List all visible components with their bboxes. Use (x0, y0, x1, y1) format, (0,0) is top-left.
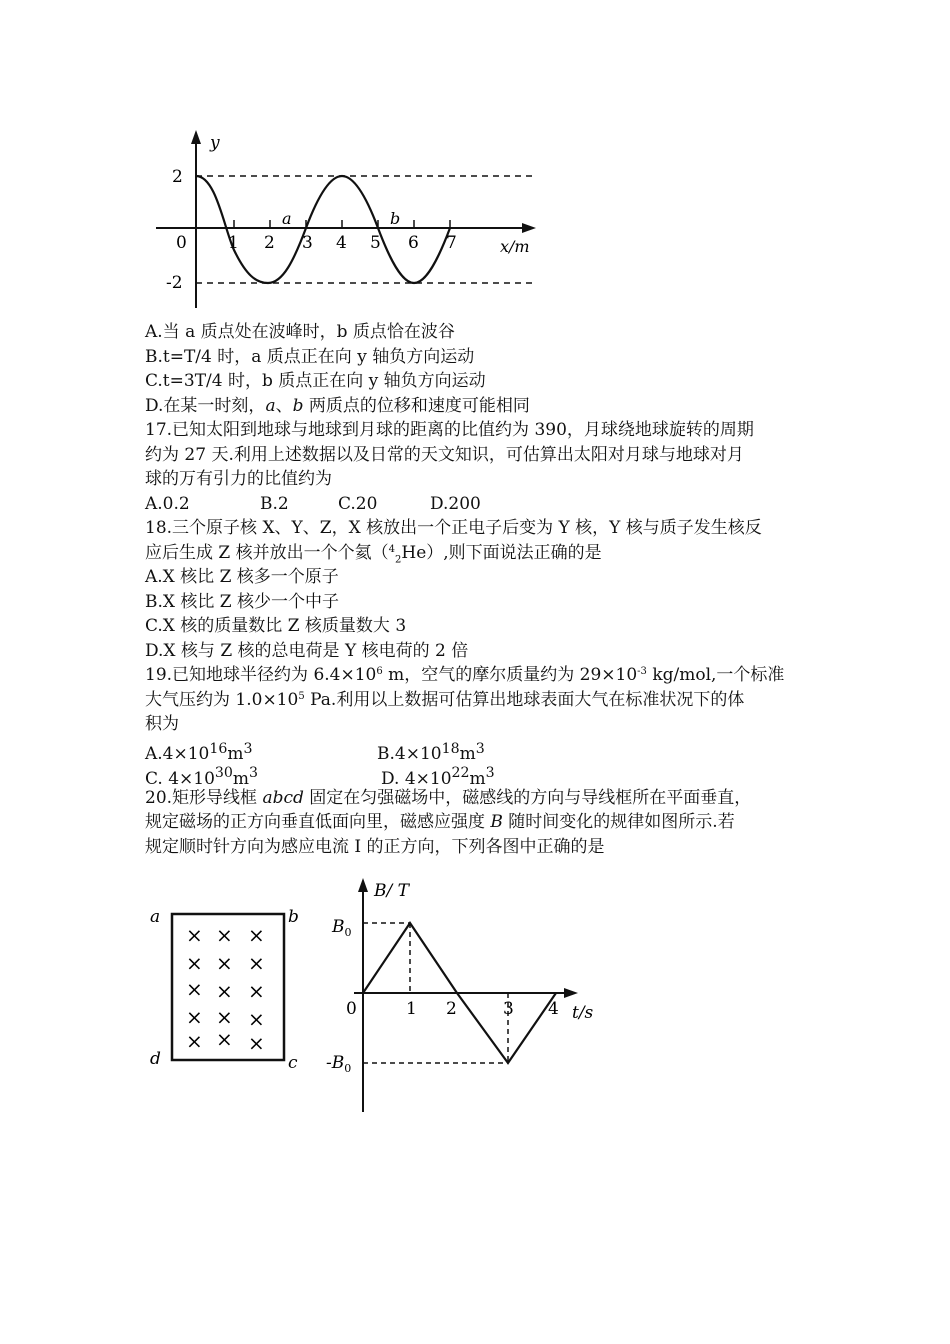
q20-l1-abcd: abcd (262, 787, 304, 808)
bt-neg-b0-sub: 0 (344, 1062, 352, 1075)
frame-corner-c: c (288, 1053, 298, 1073)
q20-l2-b: B (490, 812, 503, 832)
q20-l1-suffix: 固定在匀强磁场中，磁感线的方向与导线框所在平面垂直， (303, 787, 752, 808)
q19-a-unit: m (227, 744, 244, 765)
field-cross: × (216, 951, 233, 975)
frame-corner-b: b (288, 907, 299, 927)
q19-l1-e1: 6 (376, 666, 383, 677)
q17-line3: 球的万有引力的比值约为 (145, 469, 332, 489)
frame-corner-a: a (150, 907, 161, 927)
bt-x-tick-4: 4 (548, 999, 559, 1019)
q16-d-b: b (292, 395, 304, 416)
q19-d-unit-exp: 3 (485, 765, 495, 781)
bt-y-arrow (358, 878, 368, 892)
bt-b0-sub: 0 (344, 926, 352, 939)
bt-b0-letter: B (332, 917, 345, 937)
field-cross: × (216, 1005, 233, 1029)
bt-x-tick-1: 1 (406, 999, 417, 1019)
wave-x-tick-6: 6 (408, 233, 419, 253)
field-cross: × (186, 1005, 203, 1029)
bt-x-tick-3: 3 (503, 999, 514, 1019)
q19-b-unit: m (459, 744, 476, 765)
q19-c-base: C. 4×10 (145, 768, 215, 789)
q18-line1: 18.三个原子核 X、Y、Z，X 核放出一个正电子后变为 Y 核，Y 核与质子发生核反 (145, 518, 762, 538)
wave-y-arrow (191, 130, 201, 144)
q18-line2-suffix: He）,则下面说法正确的是 (401, 542, 602, 563)
q16-option-b: B.t=T/4 时，a 质点正在向 y 轴负方向运动 (145, 346, 475, 367)
question-text (145, 320, 810, 859)
q19-c-unit-exp: 3 (249, 765, 259, 781)
field-cross: × (248, 1007, 265, 1031)
field-cross: × (216, 1027, 233, 1051)
wave-figure (148, 120, 548, 320)
field-cross: × (248, 951, 265, 975)
field-crosses (186, 923, 265, 1055)
q19-option-c (145, 761, 381, 789)
q19-d-unit: m (469, 768, 486, 789)
bt-x-tick-2: 2 (446, 999, 457, 1019)
field-cross: × (186, 923, 203, 947)
wave-x-label: x/m (500, 237, 530, 256)
q16-d-a: a (265, 395, 276, 416)
q19-b-exp: 18 (441, 740, 460, 757)
q17-option-b: B.2 (260, 493, 289, 514)
q18-line2-prefix: 应后生成 Z 核并放出一个个氦（ (145, 542, 389, 563)
q19-a-unit-exp: 3 (243, 740, 253, 757)
q19-b-unit-exp: 3 (475, 740, 485, 757)
q19-line1 (145, 663, 810, 688)
q18-mass-number: 4 (388, 543, 395, 555)
wave-y-tick-2: 2 (172, 167, 183, 187)
q18-option-b: B.X 核比 Z 核少一个中子 (145, 591, 340, 612)
wave-point-b: b (390, 209, 401, 228)
bt-b0-label (331, 917, 352, 939)
field-cross: × (186, 977, 203, 1001)
wave-x-tick-7: 7 (446, 233, 457, 253)
q18-option-d: D.X 核与 Z 核的总电荷是 Y 核电荷的 2 倍 (145, 640, 469, 661)
wave-x-ticks (234, 220, 450, 228)
q17-option-c: C.20 (338, 493, 378, 514)
wave-x-arrow (522, 223, 536, 233)
q17-line2: 约为 27 天.利用上述数据以及日常的天文知识，可估算出太阳对月球与地球对月 (145, 444, 744, 465)
bt-y-label: B/ T (374, 881, 409, 901)
q17-options (145, 492, 810, 517)
q18-charge-number: 2 (395, 553, 402, 565)
q17-line1: 17.已知太阳到地球与地球到月球的距离的比值约为 390，月球绕地球旋转的周期 (145, 420, 754, 440)
q19-l2-p2: Pa.利用以上数据可估算出地球表面大气在标准状况下的体 (304, 689, 745, 710)
field-cross: × (216, 923, 233, 947)
q19-option-b (377, 737, 485, 765)
q19-l1-p3: kg/mol,一个标准 (646, 665, 785, 685)
q19-d-base: D. 4×10 (381, 768, 452, 789)
field-cross: × (186, 951, 203, 975)
frame-corner-d: d (150, 1049, 161, 1069)
wave-y-label: y (210, 133, 220, 153)
q16-option-a: A.当 a 质点处在波峰时，b 质点恰在波谷 (145, 322, 455, 342)
q19-options-cd (145, 761, 810, 789)
q19-l1-p1: 19.已知地球半径约为 6.4×10 (145, 665, 377, 685)
q19-a-exp: 16 (209, 740, 228, 757)
q16-d-sep: 、 (275, 395, 293, 416)
wave-x-tick-5: 5 (370, 233, 381, 253)
wave-origin-label: 0 (176, 233, 187, 253)
bt-x-arrow (564, 988, 578, 998)
q20-l2-suffix: 随时间变化的规律如图所示.若 (502, 812, 735, 832)
q19-l1-p2: m，空气的摩尔质量约为 29×10 (382, 665, 638, 685)
q18-line2 (145, 541, 810, 566)
q16-option-d (145, 394, 810, 419)
q16-d-prefix: D.在某一时刻， (145, 395, 266, 416)
q20-l1-prefix: 20.矩形导线框 (145, 787, 263, 808)
q19-option-d (381, 761, 495, 789)
bt-figure (322, 872, 602, 1117)
wave-x-tick-1: 1 (228, 233, 239, 253)
field-cross: × (216, 979, 233, 1003)
q19-option-a (145, 737, 377, 765)
q20-l2-prefix: 规定磁场的正方向垂直低面向里，磁感应强度 (145, 812, 491, 832)
q17-option-d: D.200 (430, 493, 481, 514)
wave-y-tick-neg2: -2 (166, 273, 183, 293)
bt-x-label: t/s (572, 1003, 594, 1023)
wave-curve (196, 176, 450, 283)
q19-a-base: A.4×10 (145, 744, 210, 765)
q19-line3: 积为 (145, 714, 179, 734)
q16-option-c: C.t=3T/4 时，b 质点正在向 y 轴负方向运动 (145, 371, 486, 391)
q19-l2-e1: 5 (298, 690, 305, 702)
wave-x-tick-3: 3 (302, 233, 313, 253)
q17-option-a: A.0.2 (145, 493, 190, 514)
q19-l1-e2: -3 (637, 666, 647, 677)
wave-x-tick-4: 4 (336, 233, 347, 253)
q16-d-suffix: 两质点的位移和速度可能相同 (303, 395, 530, 416)
q20-line3: 规定顺时针方向为感应电流 I 的正方向，下列各图中正确的是 (145, 836, 605, 857)
bt-neg-b0-letter: -B (326, 1053, 345, 1073)
field-cross: × (186, 1029, 203, 1053)
field-cross: × (248, 1031, 265, 1055)
field-cross: × (248, 979, 265, 1003)
q18-option-a: A.X 核比 Z 核多一个原子 (145, 567, 339, 587)
q19-options-ab (145, 737, 810, 765)
field-cross: × (248, 923, 265, 947)
bt-origin-label: 0 (346, 999, 357, 1019)
q18-option-c: C.X 核的质量数比 Z 核质量数大 3 (145, 616, 407, 636)
q20-line2 (145, 810, 810, 835)
wave-point-a: a (282, 209, 292, 228)
wave-x-tick-2: 2 (264, 233, 275, 253)
bt-neg-b0-label (326, 1053, 351, 1075)
q19-c-exp: 30 (214, 765, 233, 781)
q19-line2 (145, 688, 810, 713)
q19-l2-p1: 大气压约为 1.0×10 (145, 689, 299, 710)
frame-figure (148, 878, 308, 1078)
q19-b-base: B.4×10 (377, 744, 442, 765)
q20-line1 (145, 786, 810, 811)
q19-d-exp: 22 (451, 765, 470, 781)
q19-c-unit: m (232, 768, 250, 789)
